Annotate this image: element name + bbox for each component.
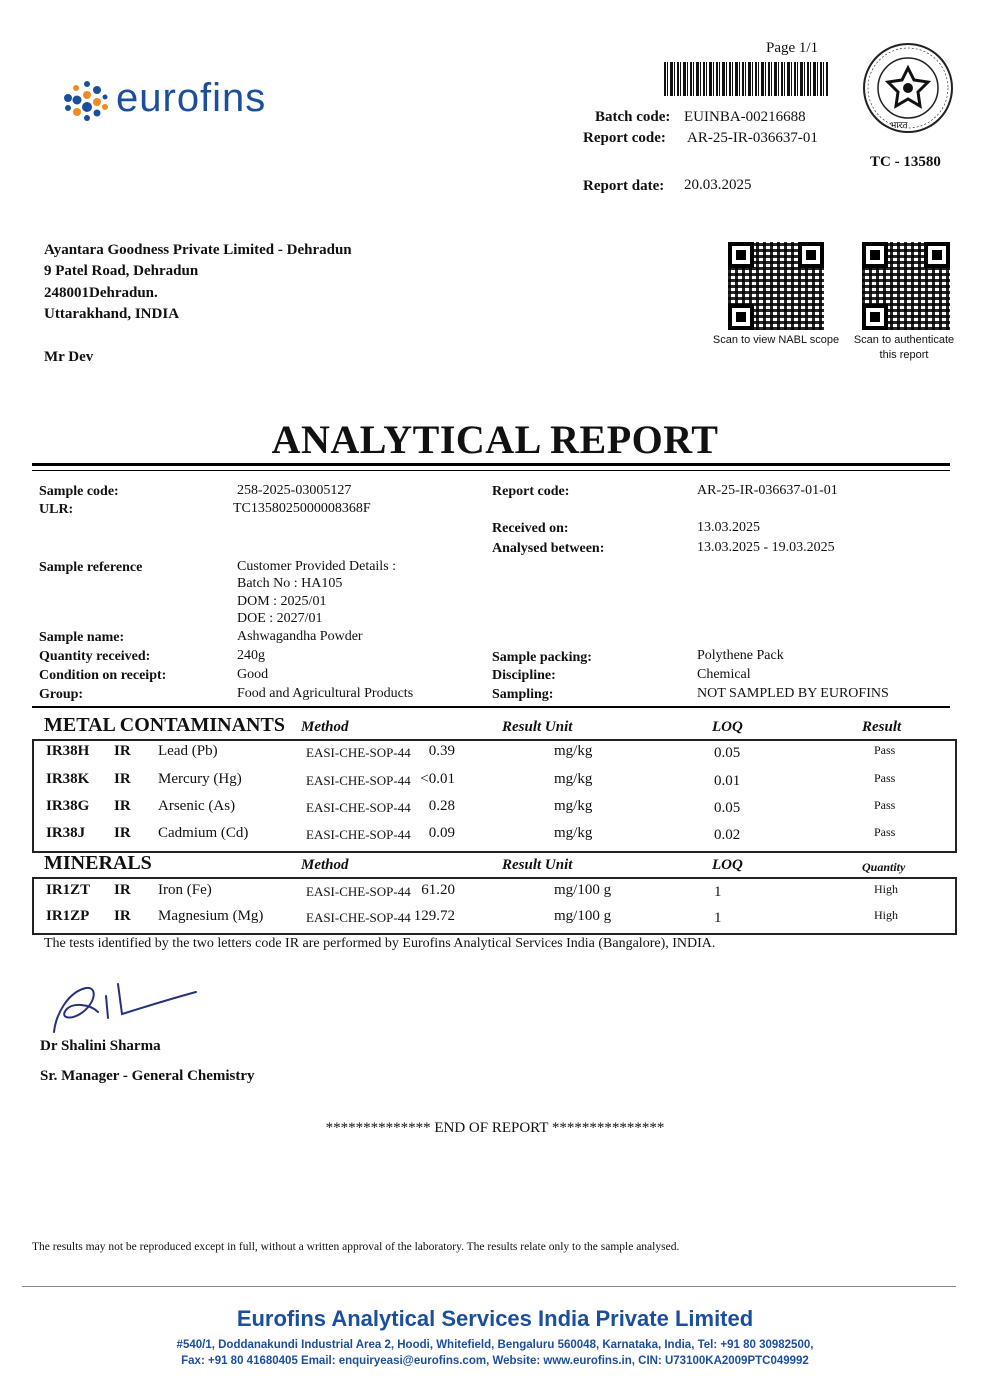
method: EASI-CHE-SOP-44 [306,910,411,925]
result-value: 61.20 [421,882,455,898]
parameter-name: Mercury (Hg) [158,771,242,787]
customer-contact: Mr Dev [44,349,94,365]
end-of-report: ************** END OF REPORT *************** [325,1120,665,1136]
condition-value: Good [237,667,269,682]
barcode [664,62,828,96]
sample-code-label: Sample code: [39,484,119,499]
sample-reference-line: Batch No : HA105 [237,576,343,591]
received-label: Received on: [492,521,569,536]
auth-qr-caption-2: this report [879,349,929,361]
result-verdict: Pass [874,743,896,757]
analysed-label: Analysed between: [492,541,605,556]
batch-code-value: EUINBA-00216688 [684,109,806,125]
minerals-title: MINERALS [44,852,152,874]
info-report-code-value: AR-25-IR-036637-01-01 [697,483,838,498]
batch-code-label: Batch code: [595,109,671,125]
minerals-result-header: Result Unit [502,857,573,873]
table-row [34,882,955,909]
result-verdict: Pass [874,771,896,785]
customer-address-line: 9 Patel Road, Dehradun [44,263,199,279]
parameter-name: Lead (Pb) [158,743,218,759]
nabl-qr-caption: Scan to view NABL scope [712,334,840,346]
parameter-code: IR38K [46,771,90,787]
ulr-value: TC1358025000008368F [233,501,371,516]
result-unit: mg/100 g [554,908,612,924]
ulr-label: ULR: [39,502,74,517]
title-rule-thin [32,470,950,471]
parameter-name: Cadmium (Cd) [158,825,249,841]
page-number: Page 1/1 [766,40,819,56]
result-value: <0.01 [420,771,455,787]
parameter-code: IR38G [46,798,90,814]
sample-name-value: Ashwagandha Powder [237,629,363,644]
customer-address-line: 248001Dehradun. [44,285,158,301]
disclaimer: The results may not be reproduced except in full, without a written approval of the laboratory. The results relate only to the sample analysed. [32,1241,680,1253]
table-row [34,743,955,770]
title-rule [32,463,950,466]
sample-name-label: Sample name: [39,630,125,645]
loq-value: 0.05 [714,800,741,816]
lab-code: IR [114,882,131,898]
seal-caption: भारत [890,120,908,130]
metals-table [32,739,957,853]
result-unit: mg/kg [554,825,593,841]
group-label: Group: [39,687,84,702]
footer-rule [22,1286,956,1287]
signatory-role: Sr. Manager - General Chemistry [40,1068,255,1084]
minerals-method-header: Method [301,857,349,873]
signatory-name: Dr Shalini Sharma [40,1038,161,1054]
method: EASI-CHE-SOP-44 [306,745,411,760]
table-row [34,908,955,935]
eurofins-logo-icon [60,78,110,122]
parameter-code: IR38J [46,825,86,841]
result-value: 129.72 [413,908,455,924]
lab-code: IR [114,908,131,924]
authenticate-qr[interactable] [862,242,950,330]
received-value: 13.03.2025 [697,520,760,535]
result-value: 0.39 [428,743,455,759]
parameter-code: IR38H [46,743,90,759]
lab-code: IR [114,771,131,787]
sample-reference-line: DOM : 2025/01 [237,594,327,609]
lab-code: IR [114,743,131,759]
report-date-label: Report date: [583,178,665,194]
sample-code-value: 258-2025-03005127 [237,483,352,498]
signature-image [46,974,206,1036]
parameter-code: IR1ZT [46,882,91,898]
footer-company: Eurofins Analytical Services India Private Limited [236,1306,754,1331]
nabl-scope-qr[interactable] [728,242,824,330]
loq-value: 0.02 [714,827,741,843]
report-code-value: AR-25-IR-036637-01 [687,130,818,146]
info-report-code-label: Report code: [492,484,570,499]
report-code-label: Report code: [583,130,666,146]
loq-value: 0.01 [714,773,741,789]
auth-qr-caption-1: Scan to authenticate [853,334,955,346]
minerals-loq-header: LOQ [712,857,743,873]
metals-loq-header: LOQ [712,719,743,735]
result-value: 0.09 [428,825,455,841]
condition-label: Condition on receipt: [39,668,167,683]
result-unit: mg/kg [554,798,593,814]
customer-address-line: Uttarakhand, INDIA [44,306,180,322]
result-verdict: Pass [874,798,896,812]
tc-number: TC - 13580 [870,154,941,170]
loq-value: 1 [714,884,722,900]
parameter-name: Iron (Fe) [158,882,212,898]
minerals-table [32,877,957,935]
metal-contaminants-title: METAL CONTAMINANTS [44,714,285,736]
result-unit: mg/kg [554,771,593,787]
packing-label: Sample packing: [492,650,592,665]
quantity-verdict: High [874,882,898,896]
sample-reference-line: Customer Provided Details : [237,559,397,574]
table-row [34,771,955,798]
result-unit: mg/kg [554,743,593,759]
sampling-label: Sampling: [492,687,554,702]
info-rule [32,706,950,708]
metals-method-header: Method [301,719,349,735]
parameter-name: Arsenic (As) [158,798,236,814]
method: EASI-CHE-SOP-44 [306,827,411,842]
quantity-label: Quantity received: [39,649,151,664]
packing-value: Polythene Pack [697,648,784,663]
quantity-verdict: High [874,908,898,922]
discipline-value: Chemical [697,667,751,682]
eurofins-logo-text: eurofins [116,76,267,120]
lab-code: IR [114,798,131,814]
method: EASI-CHE-SOP-44 [306,884,411,899]
lab-code: IR [114,825,131,841]
group-value: Food and Agricultural Products [237,686,414,701]
metals-verdict-header: Result [862,719,902,735]
method: EASI-CHE-SOP-44 [306,773,411,788]
discipline-label: Discipline: [492,668,556,683]
result-verdict: Pass [874,825,896,839]
analysed-value: 13.03.2025 - 19.03.2025 [697,540,835,555]
quantity-value: 240g [237,648,265,663]
sample-reference-label: Sample reference [39,560,143,575]
parameter-name: Magnesium (Mg) [158,908,264,924]
result-value: 0.28 [428,798,455,814]
metals-result-header: Result Unit [502,719,573,735]
parameter-code: IR1ZP [46,908,90,924]
table-row [34,825,955,852]
nabl-seal-icon [862,42,954,138]
footer-address: #540/1, Doddanakundi Industrial Area 2, Hoodi, Whitefield, Bengaluru 560048, Karnataka, India, Tel: +91 80 30982500, [176,1339,814,1351]
sampling-value: NOT SAMPLED BY EUROFINS [697,686,889,701]
table-row [34,798,955,825]
report-date-value: 20.03.2025 [684,177,752,193]
sample-reference-line: DOE : 2027/01 [237,611,323,626]
report-title: ANALYTICAL REPORT [271,417,719,462]
minerals-quantity-header: Quantity [862,860,906,874]
lab-footnote: The tests identified by the two letters code IR are performed by Eurofins Analytical Services India (Bangalore), INDIA. [44,936,716,951]
footer-contact: Fax: +91 80 41680405 Email: enquiryeasi@eurofins.com, Website: www.eurofins.in, CIN: U73100KA2009PTC049992 [181,1355,809,1367]
loq-value: 0.05 [714,745,741,761]
method: EASI-CHE-SOP-44 [306,800,411,815]
loq-value: 1 [714,910,722,926]
customer-name: Ayantara Goodness Private Limited - Dehradun [44,242,352,258]
result-unit: mg/100 g [554,882,612,898]
